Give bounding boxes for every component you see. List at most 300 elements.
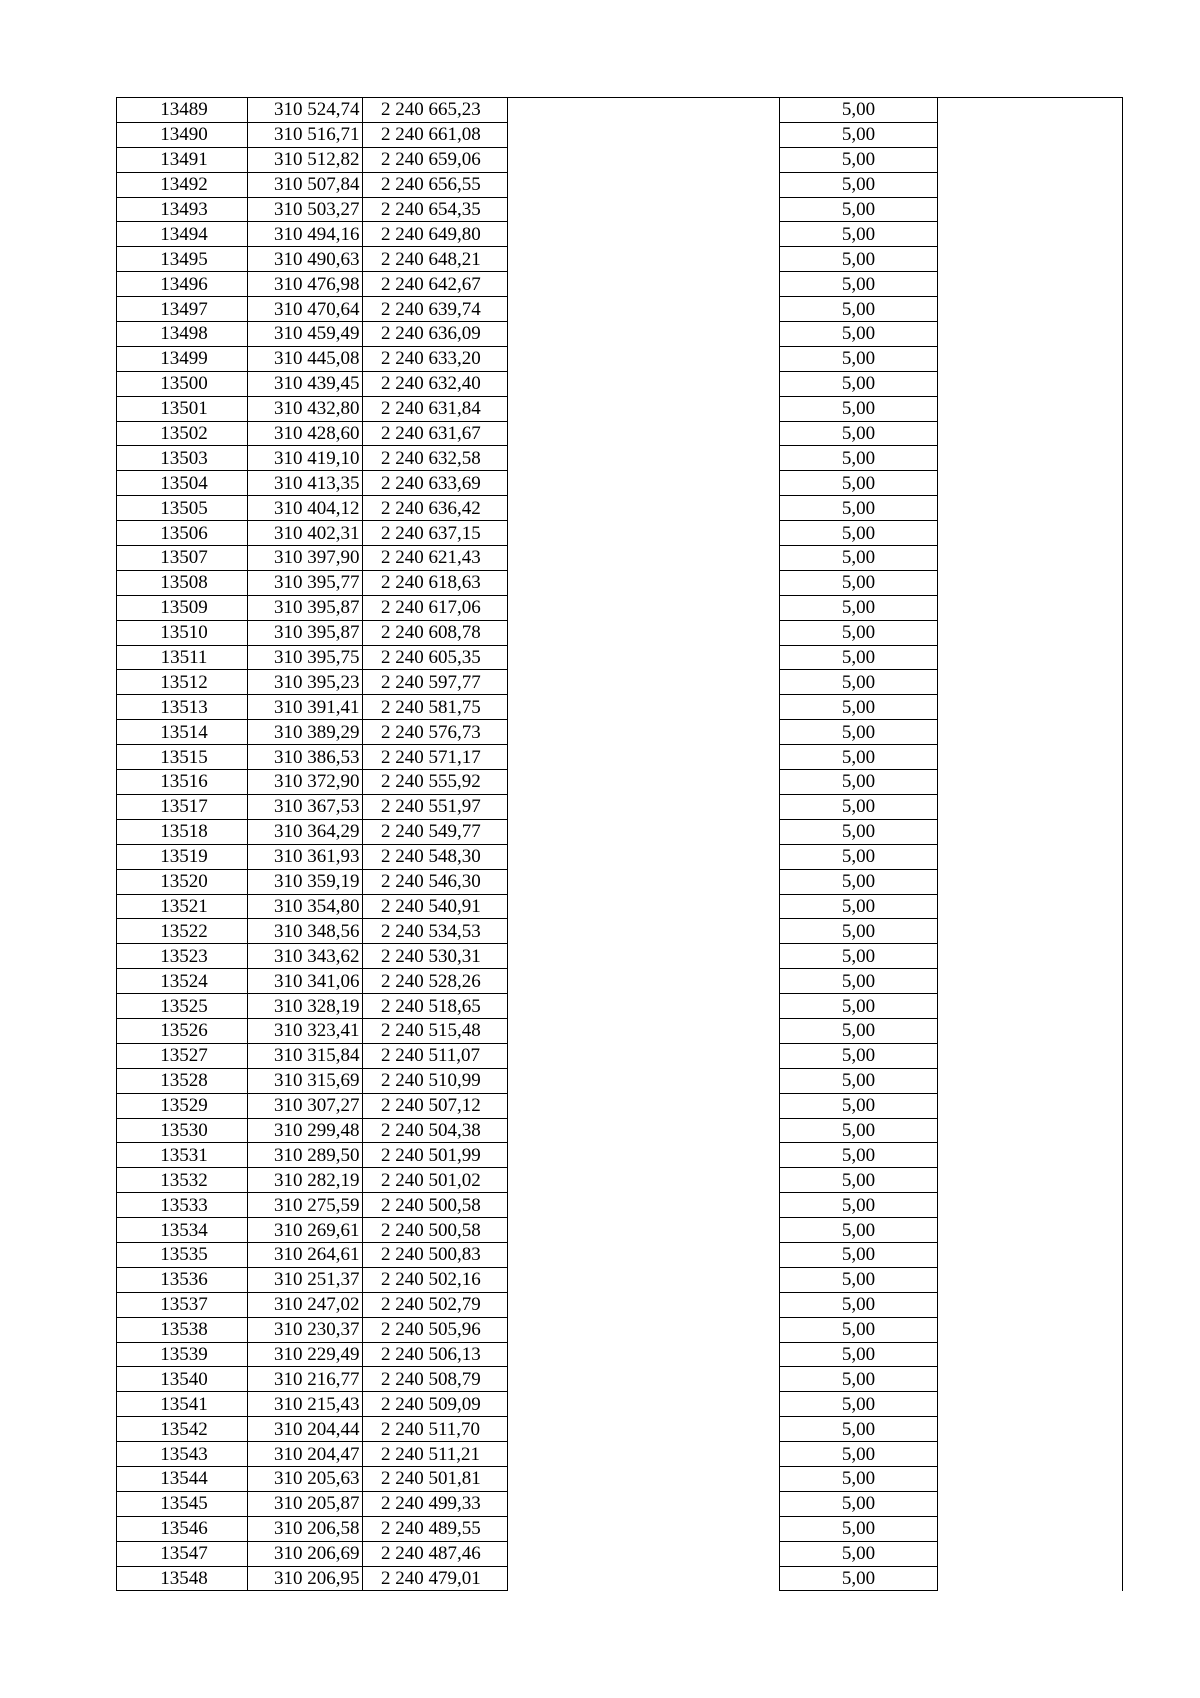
- empty-cell: [508, 371, 780, 396]
- empty-cell: [508, 1043, 780, 1068]
- x-coordinate-cell: 310 494,16: [248, 222, 363, 247]
- empty-cell: [508, 1218, 780, 1243]
- empty-cell: [938, 1043, 1123, 1068]
- table-row: [117, 371, 1123, 396]
- empty-cell: [508, 1317, 780, 1342]
- empty-cell: [938, 595, 1123, 620]
- empty-cell: [938, 521, 1123, 546]
- x-coordinate-cell: 310 204,44: [248, 1417, 363, 1442]
- x-coordinate-cell: 310 386,53: [248, 745, 363, 770]
- empty-cell: [938, 670, 1123, 695]
- value-cell: 5,00: [780, 247, 938, 272]
- point-number-cell: 13503: [117, 446, 248, 471]
- empty-cell: [508, 570, 780, 595]
- empty-cell: [938, 819, 1123, 844]
- empty-cell: [938, 969, 1123, 994]
- empty-cell: [938, 745, 1123, 770]
- x-coordinate-cell: 310 404,12: [248, 496, 363, 521]
- empty-cell: [508, 1068, 780, 1093]
- value-cell: 5,00: [780, 645, 938, 670]
- y-coordinate-cell: 2 240 636,09: [363, 322, 508, 347]
- point-number-cell: 13544: [117, 1466, 248, 1491]
- y-coordinate-cell: 2 240 665,23: [363, 98, 508, 123]
- table-row: [117, 272, 1123, 297]
- y-coordinate-cell: 2 240 633,69: [363, 471, 508, 496]
- x-coordinate-cell: 310 275,59: [248, 1193, 363, 1218]
- y-coordinate-cell: 2 240 501,81: [363, 1466, 508, 1491]
- point-number-cell: 13491: [117, 147, 248, 172]
- point-number-cell: 13525: [117, 994, 248, 1019]
- x-coordinate-cell: 310 264,61: [248, 1242, 363, 1267]
- table-row: [117, 570, 1123, 595]
- table-row: [117, 695, 1123, 720]
- x-coordinate-cell: 310 503,27: [248, 197, 363, 222]
- empty-cell: [508, 1242, 780, 1267]
- x-coordinate-cell: 310 470,64: [248, 297, 363, 322]
- point-number-cell: 13519: [117, 844, 248, 869]
- empty-cell: [938, 1417, 1123, 1442]
- empty-cell: [938, 1018, 1123, 1043]
- value-cell: 5,00: [780, 1218, 938, 1243]
- y-coordinate-cell: 2 240 618,63: [363, 570, 508, 595]
- empty-cell: [508, 745, 780, 770]
- table-row: [117, 745, 1123, 770]
- empty-cell: [938, 272, 1123, 297]
- empty-cell: [508, 1566, 780, 1591]
- x-coordinate-cell: 310 282,19: [248, 1168, 363, 1193]
- empty-cell: [508, 1466, 780, 1491]
- y-coordinate-cell: 2 240 581,75: [363, 695, 508, 720]
- value-cell: 5,00: [780, 819, 938, 844]
- y-coordinate-cell: 2 240 534,53: [363, 919, 508, 944]
- value-cell: 5,00: [780, 1018, 938, 1043]
- value-cell: 5,00: [780, 969, 938, 994]
- table-row: [117, 546, 1123, 571]
- point-number-cell: 13504: [117, 471, 248, 496]
- table-row: [117, 122, 1123, 147]
- x-coordinate-cell: 310 341,06: [248, 969, 363, 994]
- y-coordinate-cell: 2 240 631,67: [363, 421, 508, 446]
- table-row: [117, 1093, 1123, 1118]
- y-coordinate-cell: 2 240 479,01: [363, 1566, 508, 1591]
- table-row: [117, 1168, 1123, 1193]
- x-coordinate-cell: 310 397,90: [248, 546, 363, 571]
- x-coordinate-cell: 310 315,84: [248, 1043, 363, 1068]
- point-number-cell: 13495: [117, 247, 248, 272]
- point-number-cell: 13534: [117, 1218, 248, 1243]
- empty-cell: [938, 1317, 1123, 1342]
- empty-cell: [938, 695, 1123, 720]
- point-number-cell: 13516: [117, 770, 248, 795]
- point-number-cell: 13522: [117, 919, 248, 944]
- table-row: [117, 919, 1123, 944]
- value-cell: 5,00: [780, 1516, 938, 1541]
- point-number-cell: 13508: [117, 570, 248, 595]
- x-coordinate-cell: 310 343,62: [248, 944, 363, 969]
- y-coordinate-cell: 2 240 636,42: [363, 496, 508, 521]
- empty-cell: [938, 98, 1123, 123]
- empty-cell: [938, 1491, 1123, 1516]
- empty-cell: [508, 1143, 780, 1168]
- table-row: [117, 1516, 1123, 1541]
- y-coordinate-cell: 2 240 509,09: [363, 1392, 508, 1417]
- x-coordinate-cell: 310 328,19: [248, 994, 363, 1019]
- y-coordinate-cell: 2 240 530,31: [363, 944, 508, 969]
- y-coordinate-cell: 2 240 661,08: [363, 122, 508, 147]
- value-cell: 5,00: [780, 471, 938, 496]
- y-coordinate-cell: 2 240 502,79: [363, 1292, 508, 1317]
- table-row: [117, 844, 1123, 869]
- table-row: [117, 645, 1123, 670]
- value-cell: 5,00: [780, 570, 938, 595]
- x-coordinate-cell: 310 354,80: [248, 894, 363, 919]
- point-number-cell: 13518: [117, 819, 248, 844]
- x-coordinate-cell: 310 432,80: [248, 396, 363, 421]
- y-coordinate-cell: 2 240 642,67: [363, 272, 508, 297]
- y-coordinate-cell: 2 240 648,21: [363, 247, 508, 272]
- x-coordinate-cell: 310 204,47: [248, 1442, 363, 1467]
- empty-cell: [508, 471, 780, 496]
- empty-cell: [508, 969, 780, 994]
- table-row: [117, 396, 1123, 421]
- x-coordinate-cell: 310 516,71: [248, 122, 363, 147]
- empty-cell: [508, 346, 780, 371]
- point-number-cell: 13517: [117, 794, 248, 819]
- x-coordinate-cell: 310 367,53: [248, 794, 363, 819]
- table-row: [117, 346, 1123, 371]
- x-coordinate-cell: 310 419,10: [248, 446, 363, 471]
- value-cell: 5,00: [780, 396, 938, 421]
- table-row: [117, 819, 1123, 844]
- y-coordinate-cell: 2 240 502,16: [363, 1267, 508, 1292]
- y-coordinate-cell: 2 240 617,06: [363, 595, 508, 620]
- table-row: [117, 1143, 1123, 1168]
- table-row: [117, 222, 1123, 247]
- empty-cell: [938, 1168, 1123, 1193]
- value-cell: 5,00: [780, 1541, 938, 1566]
- empty-cell: [508, 1018, 780, 1043]
- empty-cell: [508, 1193, 780, 1218]
- y-coordinate-cell: 2 240 639,74: [363, 297, 508, 322]
- point-number-cell: 13545: [117, 1491, 248, 1516]
- value-cell: 5,00: [780, 919, 938, 944]
- x-coordinate-cell: 310 395,87: [248, 620, 363, 645]
- table-row: [117, 720, 1123, 745]
- empty-cell: [508, 819, 780, 844]
- empty-cell: [508, 1417, 780, 1442]
- point-number-cell: 13547: [117, 1541, 248, 1566]
- point-number-cell: 13496: [117, 272, 248, 297]
- table-row: [117, 1292, 1123, 1317]
- table-row: [117, 446, 1123, 471]
- point-number-cell: 13538: [117, 1317, 248, 1342]
- value-cell: 5,00: [780, 620, 938, 645]
- empty-cell: [938, 496, 1123, 521]
- table-row: [117, 794, 1123, 819]
- point-number-cell: 13489: [117, 98, 248, 123]
- value-cell: 5,00: [780, 197, 938, 222]
- x-coordinate-cell: 310 359,19: [248, 869, 363, 894]
- y-coordinate-cell: 2 240 605,35: [363, 645, 508, 670]
- empty-cell: [508, 122, 780, 147]
- y-coordinate-cell: 2 240 511,70: [363, 1417, 508, 1442]
- value-cell: 5,00: [780, 944, 938, 969]
- value-cell: 5,00: [780, 1043, 938, 1068]
- table-row: [117, 944, 1123, 969]
- table-row: [117, 1442, 1123, 1467]
- table-row: [117, 147, 1123, 172]
- empty-cell: [508, 396, 780, 421]
- coordinate-table: [116, 97, 1123, 1591]
- x-coordinate-cell: 310 361,93: [248, 844, 363, 869]
- value-cell: 5,00: [780, 1466, 938, 1491]
- y-coordinate-cell: 2 240 597,77: [363, 670, 508, 695]
- y-coordinate-cell: 2 240 637,15: [363, 521, 508, 546]
- empty-cell: [508, 595, 780, 620]
- empty-cell: [938, 1442, 1123, 1467]
- y-coordinate-cell: 2 240 518,65: [363, 994, 508, 1019]
- value-cell: 5,00: [780, 994, 938, 1019]
- point-number-cell: 13536: [117, 1267, 248, 1292]
- point-number-cell: 13539: [117, 1342, 248, 1367]
- value-cell: 5,00: [780, 322, 938, 347]
- empty-cell: [938, 546, 1123, 571]
- value-cell: 5,00: [780, 521, 938, 546]
- y-coordinate-cell: 2 240 649,80: [363, 222, 508, 247]
- empty-cell: [938, 1242, 1123, 1267]
- empty-cell: [508, 1342, 780, 1367]
- point-number-cell: 13535: [117, 1242, 248, 1267]
- table-row: [117, 1417, 1123, 1442]
- value-cell: 5,00: [780, 1491, 938, 1516]
- point-number-cell: 13528: [117, 1068, 248, 1093]
- table-row: [117, 1043, 1123, 1068]
- table-row: [117, 1267, 1123, 1292]
- table-row: [117, 496, 1123, 521]
- y-coordinate-cell: 2 240 546,30: [363, 869, 508, 894]
- x-coordinate-cell: 310 247,02: [248, 1292, 363, 1317]
- x-coordinate-cell: 310 372,90: [248, 770, 363, 795]
- empty-cell: [938, 322, 1123, 347]
- point-number-cell: 13494: [117, 222, 248, 247]
- value-cell: 5,00: [780, 595, 938, 620]
- point-number-cell: 13515: [117, 745, 248, 770]
- table-row: [117, 1342, 1123, 1367]
- value-cell: 5,00: [780, 172, 938, 197]
- empty-cell: [508, 770, 780, 795]
- empty-cell: [508, 695, 780, 720]
- table-row: [117, 197, 1123, 222]
- y-coordinate-cell: 2 240 540,91: [363, 894, 508, 919]
- point-number-cell: 13524: [117, 969, 248, 994]
- value-cell: 5,00: [780, 272, 938, 297]
- empty-cell: [508, 869, 780, 894]
- table-row: [117, 1068, 1123, 1093]
- empty-cell: [508, 1367, 780, 1392]
- value-cell: 5,00: [780, 546, 938, 571]
- empty-cell: [508, 894, 780, 919]
- point-number-cell: 13511: [117, 645, 248, 670]
- empty-cell: [508, 794, 780, 819]
- value-cell: 5,00: [780, 1267, 938, 1292]
- x-coordinate-cell: 310 216,77: [248, 1367, 363, 1392]
- y-coordinate-cell: 2 240 489,55: [363, 1516, 508, 1541]
- empty-cell: [508, 446, 780, 471]
- value-cell: 5,00: [780, 1143, 938, 1168]
- x-coordinate-cell: 310 395,23: [248, 670, 363, 695]
- point-number-cell: 13509: [117, 595, 248, 620]
- x-coordinate-cell: 310 439,45: [248, 371, 363, 396]
- empty-cell: [508, 1442, 780, 1467]
- value-cell: 5,00: [780, 122, 938, 147]
- empty-cell: [938, 944, 1123, 969]
- empty-cell: [938, 1566, 1123, 1591]
- y-coordinate-cell: 2 240 507,12: [363, 1093, 508, 1118]
- point-number-cell: 13501: [117, 396, 248, 421]
- empty-cell: [938, 894, 1123, 919]
- empty-cell: [938, 247, 1123, 272]
- value-cell: 5,00: [780, 720, 938, 745]
- empty-cell: [508, 670, 780, 695]
- value-cell: 5,00: [780, 1392, 938, 1417]
- point-number-cell: 13527: [117, 1043, 248, 1068]
- y-coordinate-cell: 2 240 499,33: [363, 1491, 508, 1516]
- point-number-cell: 13499: [117, 346, 248, 371]
- y-coordinate-cell: 2 240 555,92: [363, 770, 508, 795]
- empty-cell: [508, 1292, 780, 1317]
- empty-cell: [938, 570, 1123, 595]
- empty-cell: [508, 944, 780, 969]
- empty-cell: [508, 1168, 780, 1193]
- empty-cell: [938, 1516, 1123, 1541]
- table-row: [117, 1242, 1123, 1267]
- empty-cell: [508, 1093, 780, 1118]
- value-cell: 5,00: [780, 496, 938, 521]
- x-coordinate-cell: 310 428,60: [248, 421, 363, 446]
- value-cell: 5,00: [780, 446, 938, 471]
- point-number-cell: 13531: [117, 1143, 248, 1168]
- empty-cell: [508, 197, 780, 222]
- value-cell: 5,00: [780, 745, 938, 770]
- x-coordinate-cell: 310 445,08: [248, 346, 363, 371]
- empty-cell: [508, 272, 780, 297]
- point-number-cell: 13542: [117, 1417, 248, 1442]
- point-number-cell: 13540: [117, 1367, 248, 1392]
- empty-cell: [508, 1541, 780, 1566]
- value-cell: 5,00: [780, 1093, 938, 1118]
- x-coordinate-cell: 310 389,29: [248, 720, 363, 745]
- empty-cell: [508, 222, 780, 247]
- y-coordinate-cell: 2 240 500,83: [363, 1242, 508, 1267]
- empty-cell: [938, 1193, 1123, 1218]
- x-coordinate-cell: 310 251,37: [248, 1267, 363, 1292]
- point-number-cell: 13520: [117, 869, 248, 894]
- point-number-cell: 13510: [117, 620, 248, 645]
- point-number-cell: 13546: [117, 1516, 248, 1541]
- value-cell: 5,00: [780, 1417, 938, 1442]
- table-row: [117, 421, 1123, 446]
- value-cell: 5,00: [780, 1168, 938, 1193]
- empty-cell: [508, 247, 780, 272]
- x-coordinate-cell: 310 507,84: [248, 172, 363, 197]
- table-row: [117, 1118, 1123, 1143]
- x-coordinate-cell: 310 323,41: [248, 1018, 363, 1043]
- empty-cell: [938, 794, 1123, 819]
- coordinate-table-body: [117, 98, 1123, 1591]
- empty-cell: [938, 1541, 1123, 1566]
- x-coordinate-cell: 310 391,41: [248, 695, 363, 720]
- point-number-cell: 13507: [117, 546, 248, 571]
- value-cell: 5,00: [780, 1118, 938, 1143]
- x-coordinate-cell: 310 229,49: [248, 1342, 363, 1367]
- table-row: [117, 994, 1123, 1019]
- empty-cell: [938, 770, 1123, 795]
- empty-cell: [938, 919, 1123, 944]
- point-number-cell: 13529: [117, 1093, 248, 1118]
- y-coordinate-cell: 2 240 515,48: [363, 1018, 508, 1043]
- empty-cell: [508, 720, 780, 745]
- empty-cell: [508, 1267, 780, 1292]
- x-coordinate-cell: 310 289,50: [248, 1143, 363, 1168]
- empty-cell: [938, 994, 1123, 1019]
- empty-cell: [938, 1367, 1123, 1392]
- empty-cell: [508, 919, 780, 944]
- y-coordinate-cell: 2 240 548,30: [363, 844, 508, 869]
- table-row: [117, 620, 1123, 645]
- empty-cell: [508, 98, 780, 123]
- empty-cell: [508, 521, 780, 546]
- empty-cell: [508, 1516, 780, 1541]
- y-coordinate-cell: 2 240 608,78: [363, 620, 508, 645]
- empty-cell: [938, 396, 1123, 421]
- x-coordinate-cell: 310 299,48: [248, 1118, 363, 1143]
- point-number-cell: 13537: [117, 1292, 248, 1317]
- value-cell: 5,00: [780, 670, 938, 695]
- empty-cell: [938, 1218, 1123, 1243]
- y-coordinate-cell: 2 240 656,55: [363, 172, 508, 197]
- x-coordinate-cell: 310 512,82: [248, 147, 363, 172]
- value-cell: 5,00: [780, 1292, 938, 1317]
- point-number-cell: 13497: [117, 297, 248, 322]
- table-row: [117, 247, 1123, 272]
- point-number-cell: 13514: [117, 720, 248, 745]
- value-cell: 5,00: [780, 147, 938, 172]
- empty-cell: [938, 371, 1123, 396]
- y-coordinate-cell: 2 240 500,58: [363, 1218, 508, 1243]
- value-cell: 5,00: [780, 869, 938, 894]
- y-coordinate-cell: 2 240 631,84: [363, 396, 508, 421]
- point-number-cell: 13493: [117, 197, 248, 222]
- empty-cell: [938, 172, 1123, 197]
- y-coordinate-cell: 2 240 511,07: [363, 1043, 508, 1068]
- x-coordinate-cell: 310 215,43: [248, 1392, 363, 1417]
- y-coordinate-cell: 2 240 506,13: [363, 1342, 508, 1367]
- empty-cell: [508, 546, 780, 571]
- y-coordinate-cell: 2 240 487,46: [363, 1541, 508, 1566]
- point-number-cell: 13526: [117, 1018, 248, 1043]
- table-row: [117, 471, 1123, 496]
- table-row: [117, 1541, 1123, 1566]
- point-number-cell: 13498: [117, 322, 248, 347]
- empty-cell: [508, 1392, 780, 1417]
- empty-cell: [938, 346, 1123, 371]
- table-row: [117, 1317, 1123, 1342]
- empty-cell: [938, 1093, 1123, 1118]
- x-coordinate-cell: 310 490,63: [248, 247, 363, 272]
- table-row: [117, 1367, 1123, 1392]
- empty-cell: [508, 620, 780, 645]
- point-number-cell: 13492: [117, 172, 248, 197]
